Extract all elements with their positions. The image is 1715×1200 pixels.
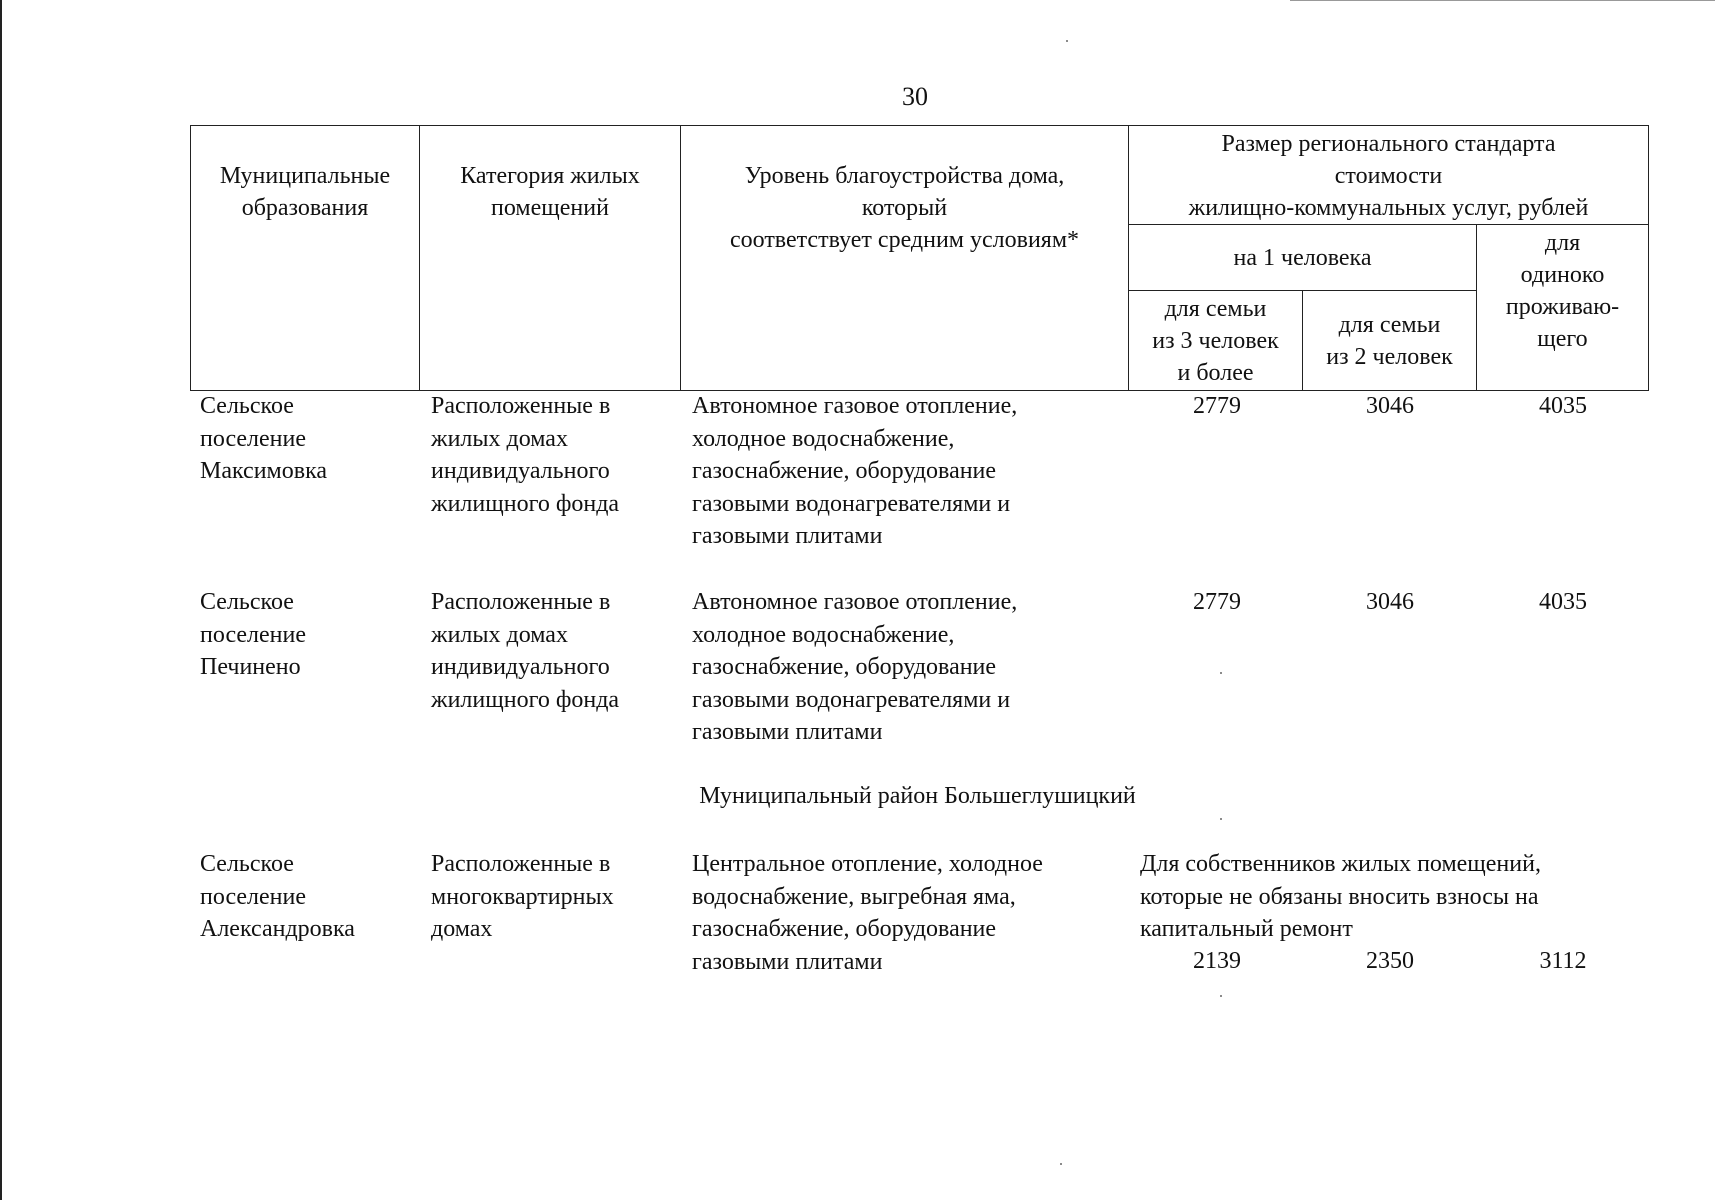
row-municipality: Сельское поселение Печинено xyxy=(200,589,307,680)
row-value-family-2: 3046 xyxy=(1366,393,1414,419)
row-municipality: Сельское поселение Максимовка xyxy=(200,393,328,484)
row-level: Автономное газовое отопление, холодное водоснабжение, газоснабжение, оборудование газовыми водонагревателями и газовыми плитами xyxy=(692,393,1018,549)
header-municipality: Муниципальные образования xyxy=(191,126,420,391)
scan-speck xyxy=(1220,995,1222,997)
row-value-single: 4035 xyxy=(1539,393,1587,419)
page-number: 30 xyxy=(902,82,928,111)
header-single-resident: для одиноко проживаю- щего xyxy=(1477,225,1649,391)
row-value-family-3: 2779 xyxy=(1193,393,1241,419)
row-category: Расположенные в жилых домах индивидуального жилищного фонда xyxy=(431,393,620,517)
scan-speck xyxy=(1220,818,1222,820)
row-note: Для собственников жилых помещений, которые не обязаны вносить взносы на капитальный ремонт xyxy=(1140,851,1541,942)
row-value-family-2: 3046 xyxy=(1366,589,1414,615)
table-header xyxy=(190,125,1649,391)
row-category: Расположенные в жилых домах индивидуального жилищного фонда xyxy=(431,589,620,713)
scan-edge-top xyxy=(1290,0,1715,1)
header-category: Категория жилых помещений xyxy=(420,126,681,391)
scan-speck xyxy=(1066,40,1068,42)
row-value-single: 3112 xyxy=(1539,948,1587,974)
row-value-family-2: 2350 xyxy=(1366,948,1414,974)
scan-edge-left xyxy=(0,0,2,1200)
row-level: Центральное отопление, холодное водоснабжение, выгребная яма, газоснабжение, оборудование газовыми плитами xyxy=(692,851,1043,975)
row-value-family-3: 2139 xyxy=(1193,948,1241,974)
row-category: Расположенные в многоквартирных домах xyxy=(431,851,614,942)
row-value-family-3: 2779 xyxy=(1193,589,1241,615)
row-value-single: 4035 xyxy=(1539,589,1587,615)
header-standard-size: Размер регионального стандарта стоимости жилищно-коммунальных услуг, рублей xyxy=(1129,126,1649,225)
row-municipality: Сельское поселение Александровка xyxy=(200,851,355,942)
header-level: Уровень благоустройства дома, который соответствует средним условиям* xyxy=(681,126,1129,391)
scan-speck xyxy=(1060,1163,1062,1165)
header-per-person: на 1 человека xyxy=(1129,225,1477,291)
header-family-3: для семьи из 3 человек и более xyxy=(1129,291,1303,391)
scan-speck xyxy=(1220,672,1222,674)
row-level: Автономное газовое отопление, холодное водоснабжение, газоснабжение, оборудование газовыми водонагревателями и газовыми плитами xyxy=(692,589,1018,745)
section-title: Муниципальный район Большеглушицкий xyxy=(699,783,1136,809)
header-family-2: для семьи из 2 человек xyxy=(1303,291,1477,391)
